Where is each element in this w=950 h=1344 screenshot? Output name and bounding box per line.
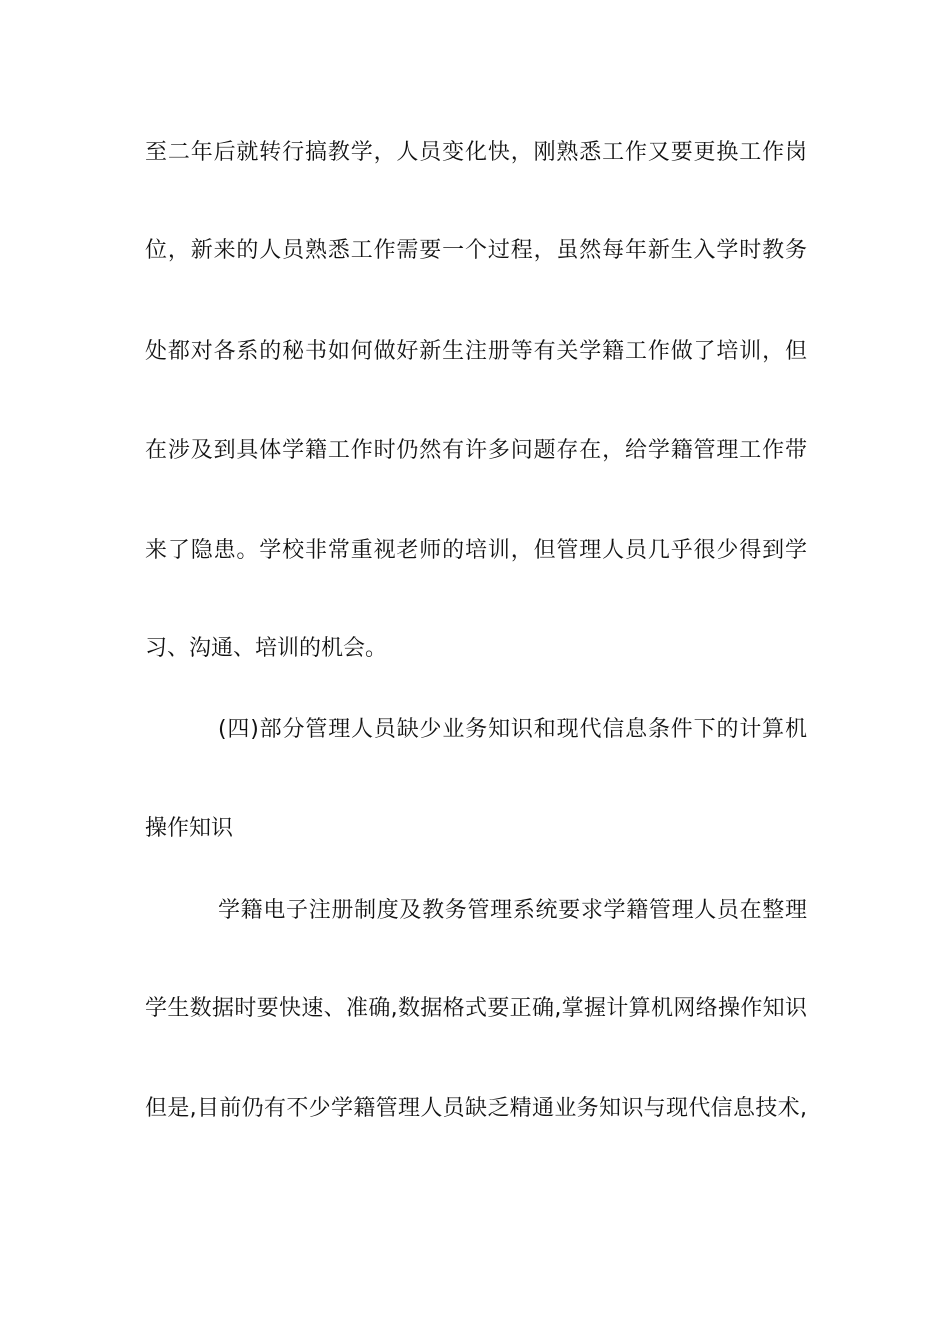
text-line: 学生数据时要快速、准确,数据格式要正确,掌握计算机网络操作知识 xyxy=(145,996,807,1021)
text-line: 在涉及到具体学籍工作时仍然有许多问题存在，给学籍管理工作带 xyxy=(145,438,807,463)
section-heading-continued: 操作知识 xyxy=(145,816,234,841)
text-line: 至二年后就转行搞教学，人员变化快，刚熟悉工作又要更换工作岗 xyxy=(145,140,807,165)
text-line: 习、沟通、培训的机会。 xyxy=(145,636,388,661)
text-line: 处都对各系的秘书如何做好新生注册等有关学籍工作做了培训，但 xyxy=(145,339,807,364)
text-line: 位，新来的人员熟悉工作需要一个过程，虽然每年新生入学时教务 xyxy=(145,238,807,263)
text-line: 来了隐患。学校非常重视老师的培训，但管理人员几乎很少得到学 xyxy=(145,538,807,563)
text-line: 但是,目前仍有不少学籍管理人员缺乏精通业务知识与现代信息技术, xyxy=(145,1096,807,1121)
section-heading: (四)部分管理人员缺少业务知识和现代信息条件下的计算机 xyxy=(218,717,807,742)
text-line: 学籍电子注册制度及教务管理系统要求学籍管理人员在整理 xyxy=(218,898,807,923)
